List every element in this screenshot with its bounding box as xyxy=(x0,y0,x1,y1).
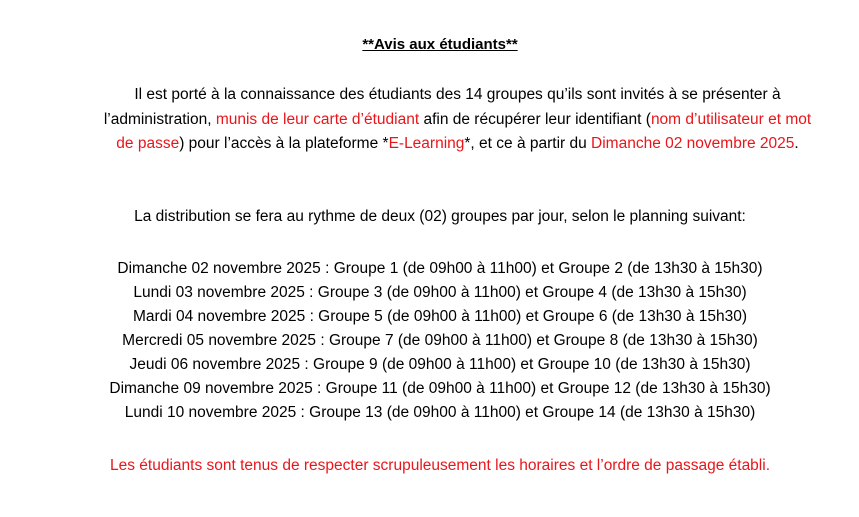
schedule-row: Dimanche 09 novembre 2025 : Groupe 11 (de 09h00 à 11h00) et Groupe 12 (de 13h30 à 15h30) xyxy=(109,380,771,397)
schedule-row: Mardi 04 novembre 2025 : Groupe 5 (de 09h00 à 11h00) et Groupe 6 (de 13h30 à 15h30) xyxy=(132,308,748,325)
schedule-row: Lundi 10 novembre 2025 : Groupe 13 (de 09h00 à 11h00) et Groupe 14 (de 13h30 à 15h30) xyxy=(124,404,756,421)
intro-paragraph xyxy=(95,83,820,157)
intro-segment: Il est porté à la connaissance des étudiants des 14 groupes qu’ils sont invités à se présenter à l’administration, xyxy=(103,86,781,128)
intro-segment: *, et ce à partir du xyxy=(464,135,592,152)
intro-highlight: nom d’utilisateur et mot de passe xyxy=(116,110,812,152)
schedule-row: Dimanche 02 novembre 2025 : Groupe 1 (de 09h00 à 11h00) et Groupe 2 (de 13h30 à 15h30) xyxy=(117,260,763,277)
intro-segment: ) pour l’accès à la plateforme * xyxy=(179,135,389,152)
footer-warning: Les étudiants sont tenus de respecter scrupuleusement les horaires et l’ordre de passage établi. xyxy=(110,457,770,474)
intro-highlight: munis de leur carte d’étudiant xyxy=(215,110,420,128)
notice-title: **Avis aux étudiants** xyxy=(362,36,518,53)
schedule-row: Lundi 03 novembre 2025 : Groupe 3 (de 09h00 à 11h00) et Groupe 4 (de 13h30 à 15h30) xyxy=(133,284,747,301)
schedule-list xyxy=(0,257,859,425)
distribution-text: La distribution se fera au rythme de deux (02) groupes par jour, selon le planning suivant: xyxy=(134,208,746,225)
intro-highlight: E-Learning xyxy=(388,135,465,152)
intro-highlight: Dimanche 02 novembre 2025 xyxy=(591,135,795,152)
schedule-row: Jeudi 06 novembre 2025 : Groupe 9 (de 09h00 à 11h00) et Groupe 10 (de 13h30 à 15h30) xyxy=(129,356,751,373)
intro-segment: afin de récupérer leur identifiant ( xyxy=(419,110,651,128)
schedule-row: Mercredi 05 novembre 2025 : Groupe 7 (de 09h00 à 11h00) et Groupe 8 (de 13h30 à 15h30) xyxy=(122,332,758,349)
intro-segment: . xyxy=(794,135,799,152)
